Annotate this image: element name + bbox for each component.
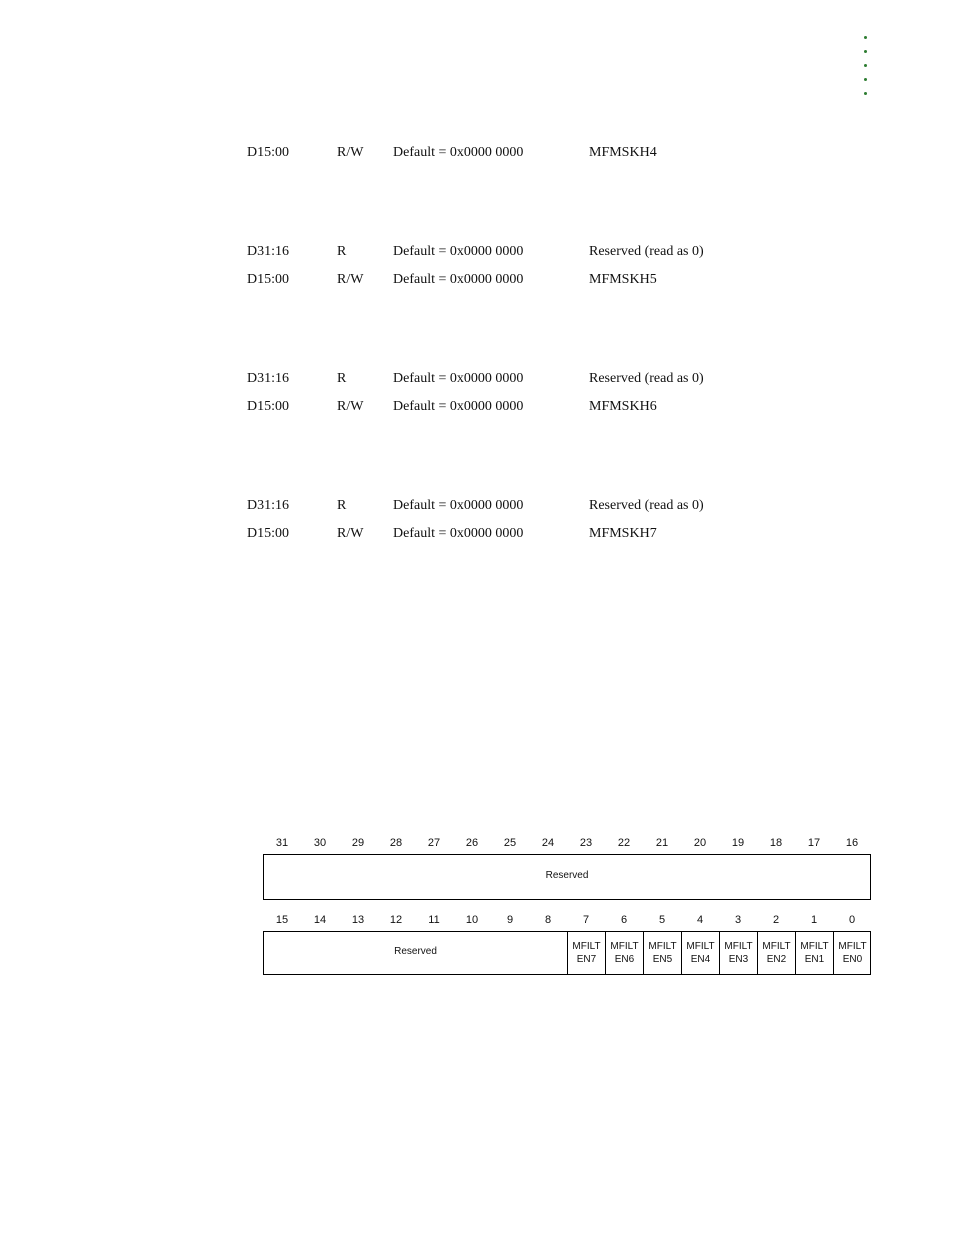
field-label: MFILT EN7: [572, 941, 601, 965]
description-cell: MFMSKH7: [589, 526, 657, 541]
field-label: MFILT EN1: [800, 941, 829, 965]
bits-cell: D31:16: [247, 498, 289, 513]
description-cell: MFMSKH5: [589, 272, 657, 287]
bit-number: 0: [848, 914, 856, 926]
access-cell: R/W: [337, 526, 364, 541]
bit-number: 16: [845, 837, 859, 849]
upper-register-box: [263, 854, 871, 900]
bit-number: 4: [696, 914, 704, 926]
bits-cell: D15:00: [247, 526, 289, 541]
margin-dot: [864, 78, 867, 81]
bit-number: 11: [428, 914, 440, 926]
mfilt-en0-field: [833, 932, 871, 974]
bit-number: 1: [810, 914, 818, 926]
bit-number: 27: [427, 837, 441, 849]
lower-bit-numbers: [263, 914, 871, 928]
bits-cell: D31:16: [247, 244, 289, 259]
margin-dot: [864, 92, 867, 95]
mfilt-en4-field: [681, 932, 719, 974]
bit-number: 10: [465, 914, 479, 926]
default-cell: Default = 0x0000 0000: [393, 145, 524, 160]
description-cell: Reserved (read as 0): [589, 244, 704, 259]
bit-number: 31: [275, 837, 289, 849]
bits-cell: D15:00: [247, 272, 289, 287]
bit-number: 23: [579, 837, 593, 849]
mfilt-en7-field: [567, 932, 605, 974]
margin-dot: [864, 64, 867, 67]
bit-number: 17: [807, 837, 821, 849]
lower-register-box: [263, 931, 871, 975]
bit-number: 12: [389, 914, 403, 926]
field-label: MFILT EN4: [686, 941, 715, 965]
bit-number: 28: [389, 837, 403, 849]
bit-number: 5: [658, 914, 666, 926]
bit-number: 24: [541, 837, 555, 849]
description-cell: MFMSKH6: [589, 399, 657, 414]
bit-number: 9: [506, 914, 514, 926]
bit-number: 7: [582, 914, 590, 926]
default-cell: Default = 0x0000 0000: [393, 526, 524, 541]
field-label: MFILT EN6: [610, 941, 639, 965]
default-cell: Default = 0x0000 0000: [393, 272, 524, 287]
bit-number: 3: [734, 914, 742, 926]
bit-number: 18: [769, 837, 783, 849]
bits-cell: D15:00: [247, 399, 289, 414]
bit-number: 25: [503, 837, 517, 849]
mfilt-en1-field: [795, 932, 833, 974]
field-label: MFILT EN2: [762, 941, 791, 965]
bit-number: 26: [465, 837, 479, 849]
default-cell: Default = 0x0000 0000: [393, 371, 524, 386]
bit-number: 19: [731, 837, 745, 849]
bit-number: 6: [620, 914, 628, 926]
access-cell: R/W: [337, 145, 364, 160]
bit-number: 22: [617, 837, 631, 849]
bit-number: 14: [313, 914, 327, 926]
reserved-field-label: Reserved: [394, 946, 437, 957]
description-cell: MFMSKH4: [589, 145, 657, 160]
bit-number: 21: [655, 837, 669, 849]
bits-cell: D31:16: [247, 371, 289, 386]
bit-number: 2: [772, 914, 780, 926]
mfilt-en3-field: [719, 932, 757, 974]
mfilt-en6-field: [605, 932, 643, 974]
access-cell: R: [337, 371, 347, 386]
field-label: MFILT EN5: [648, 941, 677, 965]
margin-dot: [864, 36, 867, 39]
default-cell: Default = 0x0000 0000: [393, 244, 524, 259]
description-cell: Reserved (read as 0): [589, 371, 704, 386]
margin-dot-markers: [864, 36, 867, 106]
mfilt-en2-field: [757, 932, 795, 974]
description-cell: Reserved (read as 0): [589, 498, 704, 513]
default-cell: Default = 0x0000 0000: [393, 498, 524, 513]
upper-bit-numbers: [263, 837, 871, 851]
access-cell: R/W: [337, 272, 364, 287]
bit-number: 8: [544, 914, 552, 926]
reserved-field-label: Reserved: [545, 870, 589, 881]
access-cell: R: [337, 498, 347, 513]
access-cell: R/W: [337, 399, 364, 414]
bit-number: 30: [313, 837, 327, 849]
access-cell: R: [337, 244, 347, 259]
bit-number: 13: [351, 914, 365, 926]
bit-number: 15: [275, 914, 289, 926]
bit-number: 29: [351, 837, 365, 849]
field-label: MFILT EN3: [724, 941, 753, 965]
bit-number: 20: [693, 837, 707, 849]
margin-dot: [864, 50, 867, 53]
bits-cell: D15:00: [247, 145, 289, 160]
mfilt-en5-field: [643, 932, 681, 974]
default-cell: Default = 0x0000 0000: [393, 399, 524, 414]
field-label: MFILT EN0: [838, 941, 867, 965]
